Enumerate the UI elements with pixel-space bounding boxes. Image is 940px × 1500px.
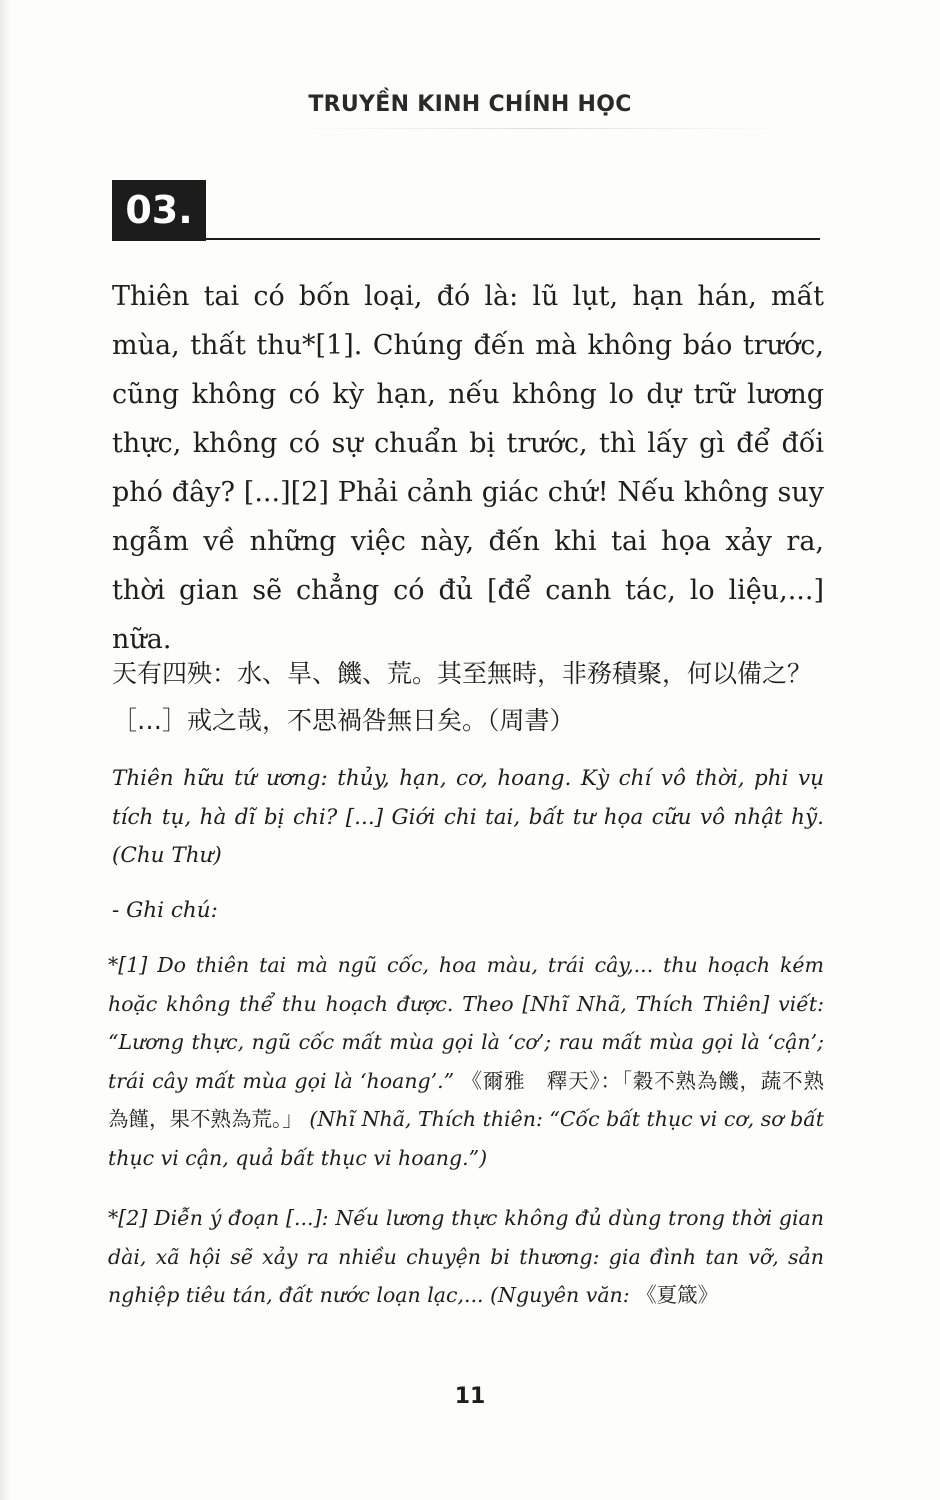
footnote-1-text: *[1] Do thiên tai mà ngũ cốc, hoa màu, trái cây,... thu hoạch kém hoặc không thể thu hoạch được. Theo [Nhĩ Nhã, Thích Thiên] viết: “Lương thực, ngũ cốc mất mùa gọi là ‘cơ’; rau mất mùa gọi là ‘cận’; trái cây mất mùa gọi là ‘hoang’.” bbox=[108, 953, 824, 1093]
page-gutter-shadow bbox=[0, 0, 10, 1500]
section-number-badge: 03. bbox=[112, 180, 206, 241]
footnote-1-reading: (Nhĩ Nhã, Thích thiên: “Cốc bất thục vi cơ, sơ bất thục vi cận, quả bất thục vi hoang.”) bbox=[108, 1107, 825, 1170]
footnote-2 bbox=[108, 1199, 824, 1315]
page-number: 11 bbox=[454, 1384, 486, 1409]
running-header: TRUYỀN KINH CHÍNH HỌC bbox=[308, 92, 632, 117]
main-paragraph: Thiên tai có bốn loại, đó là: lũ lụt, hạn hán, mất mùa, thất thu*[1]. Chúng đến mà không báo trước, cũng không có kỳ hạn, nếu không lo dự trữ lương thực, không có sự chuẩn bị trước, thì lấy gì để đối phó đây? [...][2] Phải cảnh giác chứ! Nếu không suy ngẫm về những việc này, đến khi tai họa xảy ra, thời gian sẽ chẳng có đủ [để canh tác, lo liệu,...] nữa. bbox=[112, 281, 824, 655]
header-underline bbox=[300, 128, 780, 129]
footnote-2-text: *[2] Diễn ý đoạn [...]: Nếu lương thực không đủ dùng trong thời gian dài, xã hội sẽ xảy ra nhiều chuyện bi thương: gia đình tan vỡ, sản nghiệp tiêu tán, đất nước loạn lạc,... (Nguyên văn: bbox=[108, 1206, 824, 1307]
section-rule bbox=[206, 238, 820, 240]
footnote-1 bbox=[108, 946, 824, 1177]
sino-vietnamese-transliteration: Thiên hữu tứ ương: thủy, hạn, cơ, hoang. Kỳ chí vô thời, phi vụ tích tụ, hà dĩ bị chi? [...] Giới chi tai, bất tư họa cữu vô nhật hỹ. (Chu Thư) bbox=[112, 766, 824, 868]
classical-chinese-quote: 天有四殃：水、旱、饑、荒。其至無時，非務積聚，何以備之？［…］戒之哉，不思禍咎無日矣。（周書） bbox=[112, 659, 813, 735]
footnote-1-chinese: 《爾雅 釋天》：「穀不熟為饑，蔬不熟為饉，果不熟為荒。」 bbox=[108, 1068, 824, 1131]
notes-heading: - Ghi chú: bbox=[112, 898, 218, 923]
footnote-2-chinese: 《夏箴》 bbox=[636, 1283, 719, 1307]
